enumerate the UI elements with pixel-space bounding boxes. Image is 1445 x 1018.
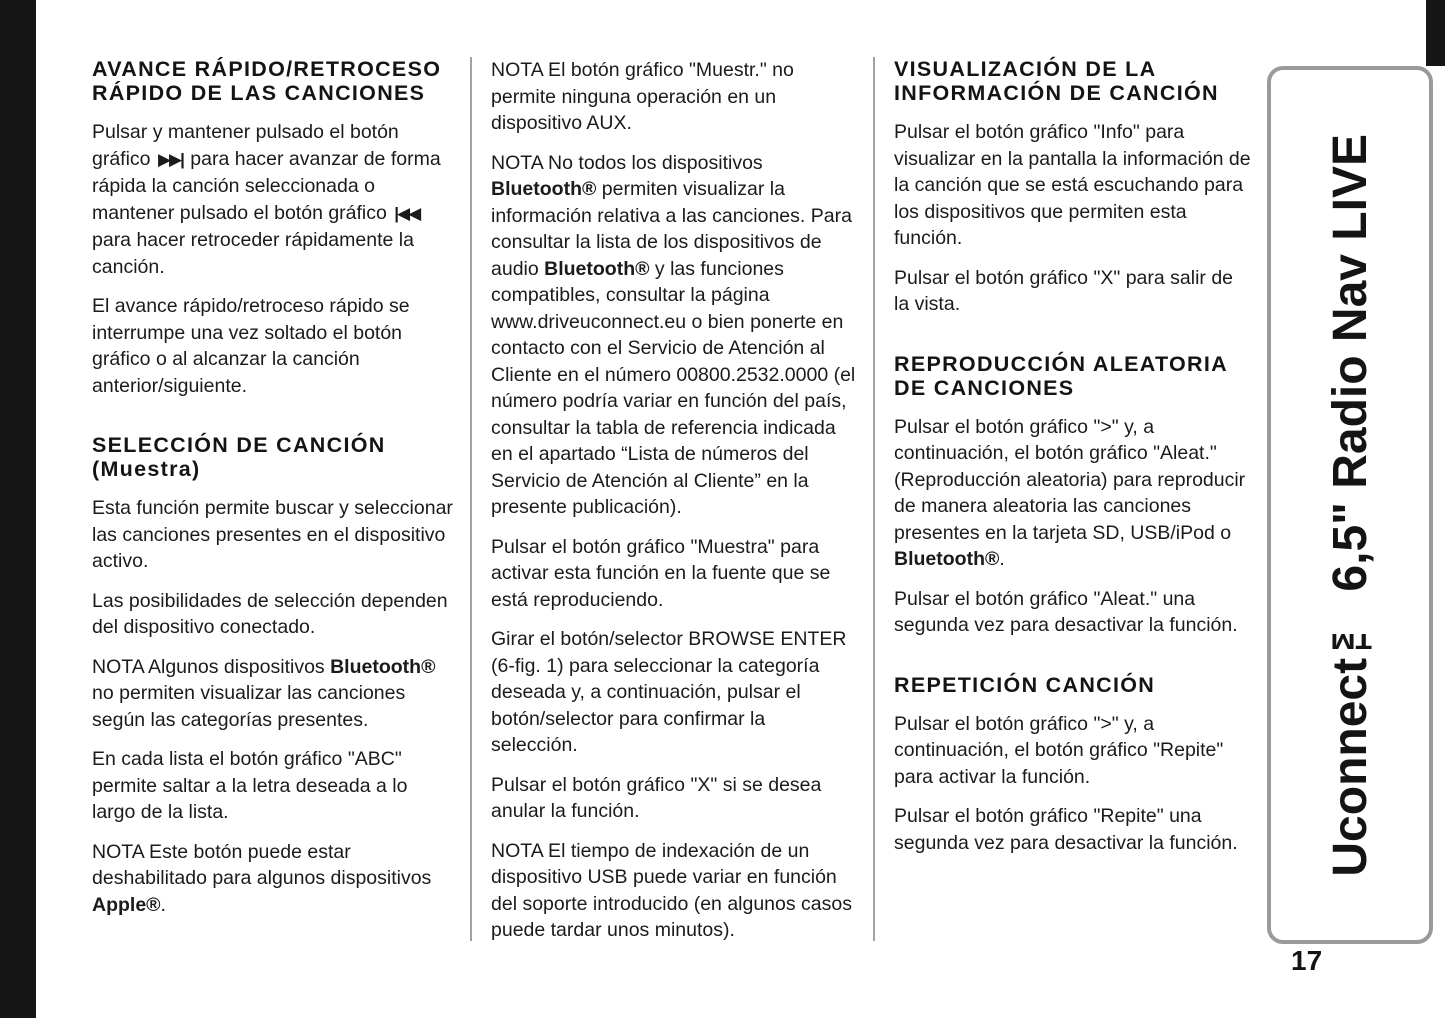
text-segment: NOTA No todos los dispositivos <box>491 151 763 174</box>
col3-para-info: Pulsar el botón gráfico "Info" para visualizar en la pantalla la información de la canción que se está escuchando para los dispositivos que permiten esta función. <box>894 121 1251 249</box>
heading-random-playback: REPRODUCCIÓN ALEATORIA DE CANCIONES <box>894 351 1228 400</box>
text-segment: y las funciones compatibles, consultar la página www.driveuconnect.eu o bien ponerte en contacto con el Servicio de Atención al Cliente en el número 00800.2532.0000 (el número podría variar en función del país, consultar la tabla de referencia indicada en el apartado “Lista de números del Servicio de Atención al Cliente” en la presente publicación). <box>491 257 856 518</box>
col1-para-fast-forward <box>92 119 454 280</box>
content-columns <box>92 57 1260 957</box>
col2-para-note-muestr: NOTA El botón gráfico "Muestr." no permite ninguna operación en un dispositivo AUX. <box>491 59 794 134</box>
text-segment: Pulsar y mantener pulsado el botón gráfico <box>92 121 399 170</box>
column-1 <box>92 57 454 931</box>
col1-para-search: Esta función permite buscar y seleccionar las canciones presentes en el dispositivo activo. <box>92 497 453 572</box>
text-segment: NOTA Este botón puede estar deshabilitado para algunos dispositivos <box>92 840 432 889</box>
text-segment: . <box>999 548 1005 570</box>
text-segment: . <box>160 893 166 916</box>
fast-forward-icon: ▶▶| <box>157 149 183 169</box>
col2-para-muestra: Pulsar el botón gráfico "Muestra" para activar esta función en la fuente que se está reproduciendo. <box>491 535 831 611</box>
col3-para-exit-x: Pulsar el botón gráfico "X" para salir de la vista. <box>894 266 1234 315</box>
col2-para-browse-enter: Girar el botón/selector BROWSE ENTER (6-fig. 1) para seleccionar la categoría deseada y, a continuación, pulsar el botón/selector para confirmar la selección. <box>491 628 847 756</box>
col3-para-random <box>894 414 1252 573</box>
col1-para-interrupt: El avance rápido/retroceso rápido se interrumpe una vez soltado el botón gráfico o al alcanzar la canción anterior/siguiente. <box>92 295 410 397</box>
text-segment: permiten visualizar la información relativa a las canciones. Para consultar la lista de los dispositivos de audio <box>491 178 852 280</box>
right-edge-strip <box>1426 0 1445 66</box>
bluetooth-term: Bluetooth® <box>330 655 436 678</box>
page-number: 17 <box>1291 945 1323 976</box>
col2-para-note-usb: NOTA El tiempo de indexación de un dispositivo USB puede variar en función del soporte introducido (en algunos casos puede tardar unos minutos). <box>491 839 852 941</box>
chapter-tab-label: Uconnect™ 6,5" Radio Nav LIVE <box>1323 133 1377 877</box>
text-segment: para hacer avanzar de forma rápida la canción seleccionada o mantener pulsado el botón gráfico <box>92 147 441 224</box>
col3-para-repeat-off: Pulsar el botón gráfico "Repite" una segunda vez para desactivar la función. <box>894 805 1238 854</box>
column-divider <box>470 57 472 941</box>
heading-fast-forward-rewind: AVANCE RÁPIDO/RETROCESO RÁPIDO DE LAS CANCIONES <box>92 57 442 105</box>
col2-para-cancel-x: Pulsar el botón gráfico "X" si se desea anular la función. <box>491 773 822 822</box>
apple-term: Apple® <box>92 893 161 916</box>
column-2 <box>491 57 857 957</box>
column-3 <box>894 57 1252 869</box>
left-edge-bar <box>0 0 36 1018</box>
text-segment: no permiten visualizar las canciones según las categorías presentes. <box>92 682 406 731</box>
col3-para-repeat: Pulsar el botón gráfico ">" y, a continuación, el botón gráfico "Repite" para activar la función. <box>894 712 1224 788</box>
text-segment: NOTA Algunos dispositivos <box>92 655 331 678</box>
heading-song-info: VISUALIZACIÓN DE LA INFORMACIÓN DE CANCIÓN <box>894 57 1219 105</box>
col1-para-abc: En cada lista el botón gráfico "ABC" permite saltar a la letra deseada a lo largo de la lista. <box>92 748 408 823</box>
column-divider <box>873 57 875 941</box>
bluetooth-term: Bluetooth® <box>491 178 597 200</box>
col1-para-note-bluetooth <box>92 654 454 734</box>
col2-para-note-bluetooth <box>491 150 857 521</box>
text-segment: Pulsar el botón gráfico ">" y, a continuación, el botón gráfico "Aleat." (Reproducción aleatoria) para reproducir de manera aleatoria las canciones presentes en la tarjeta SD, USB/iPod o <box>894 415 1246 544</box>
col3-para-random-off: Pulsar el botón gráfico "Aleat." una segunda vez para desactivar la función. <box>894 587 1238 636</box>
text-segment: para hacer retroceder rápidamente la canción. <box>92 229 414 278</box>
bluetooth-term: Bluetooth® <box>894 548 1000 570</box>
bluetooth-term: Bluetooth® <box>544 257 650 280</box>
col1-para-note-apple <box>92 839 454 919</box>
rewind-icon: |◀◀ <box>394 203 420 223</box>
heading-song-selection: SELECCIÓN DE CANCIÓN (Muestra) <box>92 433 386 481</box>
col1-para-possibilities: Las posibilidades de selección dependen del dispositivo conectado. <box>92 589 448 638</box>
chapter-tab <box>1267 66 1433 944</box>
heading-repeat-song: REPETICIÓN CANCIÓN <box>894 672 1156 697</box>
